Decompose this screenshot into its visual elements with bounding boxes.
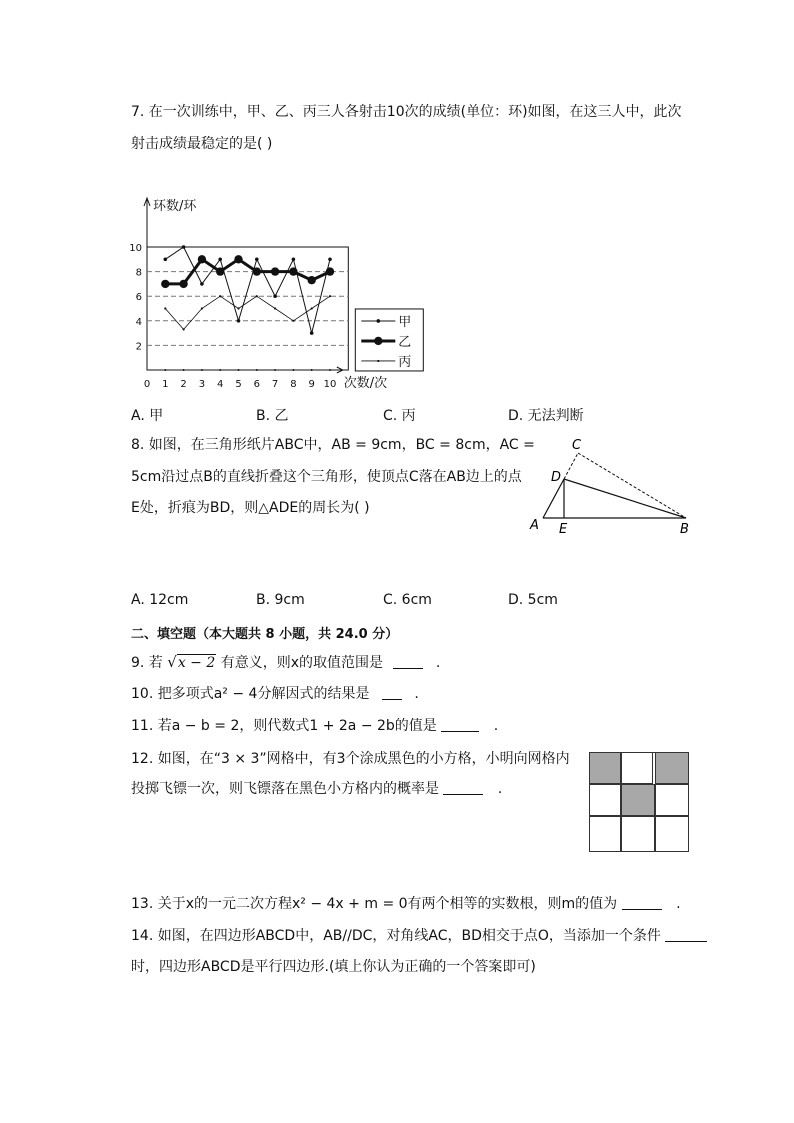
data-point xyxy=(200,282,204,286)
grid-cell xyxy=(621,752,653,784)
y-tick-label: 8 xyxy=(135,267,142,279)
legend-marker xyxy=(374,337,382,345)
data-point xyxy=(292,320,294,322)
triangle-figure xyxy=(526,437,696,537)
q9-line xyxy=(131,652,440,673)
x-tick-mark xyxy=(219,369,221,371)
q9-pre: 9. 若 xyxy=(131,655,163,671)
x-tick-label: 9 xyxy=(308,379,315,390)
data-point xyxy=(271,267,279,275)
data-point xyxy=(201,307,203,309)
q10-end: . xyxy=(414,686,419,702)
data-point xyxy=(218,258,222,262)
x-tick-label: 5 xyxy=(235,379,242,390)
segment-cb-dashed xyxy=(578,453,686,518)
q8-text-line3: E处，折痕为BD，则△ADE的周长为( ) xyxy=(131,500,370,516)
data-point xyxy=(237,307,239,309)
data-point xyxy=(273,294,277,298)
q12-end: . xyxy=(497,781,503,797)
data-point xyxy=(256,295,258,297)
q13-end: . xyxy=(676,896,681,912)
q9-post: 有意义，则x的取值范围是 xyxy=(220,655,384,671)
data-point xyxy=(198,255,206,263)
q14-line1 xyxy=(131,926,707,946)
q11-answer-blank[interactable] xyxy=(441,717,479,732)
x-tick-label: 4 xyxy=(217,379,224,390)
data-point xyxy=(219,295,221,297)
data-point xyxy=(329,295,331,297)
data-point xyxy=(237,319,241,323)
q8-option-a[interactable]: A. 12cm xyxy=(131,592,189,608)
y-axis-label: 环数/环 xyxy=(153,199,197,214)
q10-answer-blank[interactable] xyxy=(382,685,402,700)
y-tick-label: 2 xyxy=(135,341,142,353)
legend-marker xyxy=(377,319,381,323)
label-d: D xyxy=(551,470,562,485)
x-tick-mark xyxy=(274,369,276,371)
q12-text-line1: 12. 如图，在“3 × 3”网格中，有3个涂成黑色的小方格，小明向网格内 xyxy=(131,751,570,767)
q13-line xyxy=(131,894,681,914)
q8-option-b[interactable]: B. 9cm xyxy=(256,592,305,608)
data-point xyxy=(161,280,169,288)
data-point xyxy=(182,245,186,249)
q13-answer-blank[interactable] xyxy=(622,895,662,910)
data-point xyxy=(253,267,261,275)
legend-label: 甲 xyxy=(398,314,412,330)
x-tick-mark xyxy=(311,369,313,371)
segment-dc-dashed xyxy=(564,453,578,479)
grid-cell xyxy=(655,816,689,852)
q7-option-c[interactable]: C. 丙 xyxy=(383,408,416,424)
data-point xyxy=(255,258,259,262)
q7-option-d[interactable]: D. 无法判断 xyxy=(508,408,584,424)
data-point xyxy=(164,307,166,309)
q12-line2 xyxy=(131,779,502,799)
q9-radicand: x − 2 xyxy=(177,655,216,671)
grid-cell-black xyxy=(621,784,655,816)
q12-text-line2: 投掷飞镖一次，则飞镖落在黑色小方格内的概率是 xyxy=(131,781,439,797)
q9-answer-blank[interactable] xyxy=(393,654,423,669)
y-tick-label: 6 xyxy=(135,292,142,304)
x-tick-label: 7 xyxy=(271,379,279,390)
three-by-three-grid xyxy=(589,752,689,852)
grid-cell xyxy=(589,816,621,852)
q13-text: 13. 关于x的一元二次方程x² − 4x + m = 0有两个相等的实数根，则m的值为 xyxy=(131,896,618,912)
q11-line xyxy=(131,716,498,736)
data-point xyxy=(310,331,314,335)
q14-answer-blank[interactable] xyxy=(665,927,707,942)
x-tick-mark xyxy=(329,369,331,371)
x-axis-label: 次数/次 xyxy=(343,376,388,391)
label-e: E xyxy=(559,522,568,537)
data-point xyxy=(216,267,224,275)
x-tick-mark xyxy=(292,369,294,371)
q11-end: . xyxy=(493,718,499,734)
section-title: 二、填空题（本大题共 8 小题，共 24.0 分） xyxy=(131,627,399,642)
q7-option-a[interactable]: A. 甲 xyxy=(131,408,164,424)
segment-db xyxy=(564,479,686,518)
q12-answer-blank[interactable] xyxy=(443,780,483,795)
x-tick-label: 8 xyxy=(290,379,297,390)
y-tick-label: 10 xyxy=(129,243,142,254)
sqrt-symbol: √ xyxy=(167,653,177,671)
label-c: C xyxy=(572,438,582,453)
data-point xyxy=(183,328,185,330)
data-point xyxy=(328,258,332,262)
legend-label: 乙 xyxy=(398,334,412,350)
q8-text-line1: 8. 如图，在三角形纸片ABC中，AB = 9cm，BC = 8cm，AC = xyxy=(131,437,535,453)
grid-cell xyxy=(621,816,655,852)
q8-text-line2: 5cm沿过点B的直线折叠这个三角形，使顶点C落在AB边上的点 xyxy=(131,469,522,485)
q10-text: 10. 把多项式a² − 4分解因式的结果是 xyxy=(131,686,370,702)
x-tick-label: 6 xyxy=(253,379,260,390)
grid-cell-black xyxy=(655,752,689,784)
y-tick-label: 4 xyxy=(135,316,142,328)
grid-cell xyxy=(655,784,689,816)
legend-marker xyxy=(377,360,379,362)
x-tick-mark xyxy=(164,369,166,371)
data-point xyxy=(234,255,242,263)
q14-text-line1: 14. 如图，在四边形ABCD中，AB//DC，对角线AC，BD相交于点O，当添加一个条件 xyxy=(131,928,661,944)
label-b: B xyxy=(680,522,689,537)
x-tick-label: 1 xyxy=(162,379,169,390)
data-point xyxy=(179,280,187,288)
grid-cell xyxy=(589,784,621,816)
x-tick-mark xyxy=(201,369,203,371)
q7-option-b[interactable]: B. 乙 xyxy=(256,408,289,424)
x-tick-mark xyxy=(183,369,185,371)
q10-line xyxy=(131,684,419,704)
label-a: A xyxy=(530,518,539,533)
x-tick-mark xyxy=(238,369,240,371)
q14-text-line2: 时，四边形ABCD是平行四边形.(填上你认为正确的一个答案即可) xyxy=(131,959,536,975)
series-line-3 xyxy=(165,296,330,329)
data-point xyxy=(274,307,276,309)
data-point xyxy=(311,307,313,309)
x-tick-label: 2 xyxy=(180,379,187,390)
data-point xyxy=(164,258,168,262)
q7-text-line1: 7. 在一次训练中，甲、乙、丙三人各射击10次的成绩(单位：环)如图，在这三人中，此次 xyxy=(131,104,682,120)
series-line-1 xyxy=(165,247,330,333)
x-tick-label: 0 xyxy=(143,379,151,390)
grid-cell-black xyxy=(589,752,621,784)
x-tick-label: 3 xyxy=(198,379,206,390)
legend-label: 丙 xyxy=(398,354,412,370)
data-point xyxy=(308,276,316,284)
q8-option-d[interactable]: D. 5cm xyxy=(508,592,558,608)
data-point xyxy=(292,258,296,262)
q7-text-line2: 射击成绩最稳定的是( ) xyxy=(131,136,273,152)
q9-end: . xyxy=(435,655,441,671)
score-line-chart xyxy=(128,194,428,394)
q11-text: 11. 若a − b = 2，则代数式1 + 2a − 2b的值是 xyxy=(131,718,437,734)
q8-option-c[interactable]: C. 6cm xyxy=(383,592,432,608)
x-tick-label: 10 xyxy=(323,379,337,390)
x-tick-mark xyxy=(256,369,258,371)
data-point xyxy=(326,267,334,275)
data-point xyxy=(289,267,297,275)
